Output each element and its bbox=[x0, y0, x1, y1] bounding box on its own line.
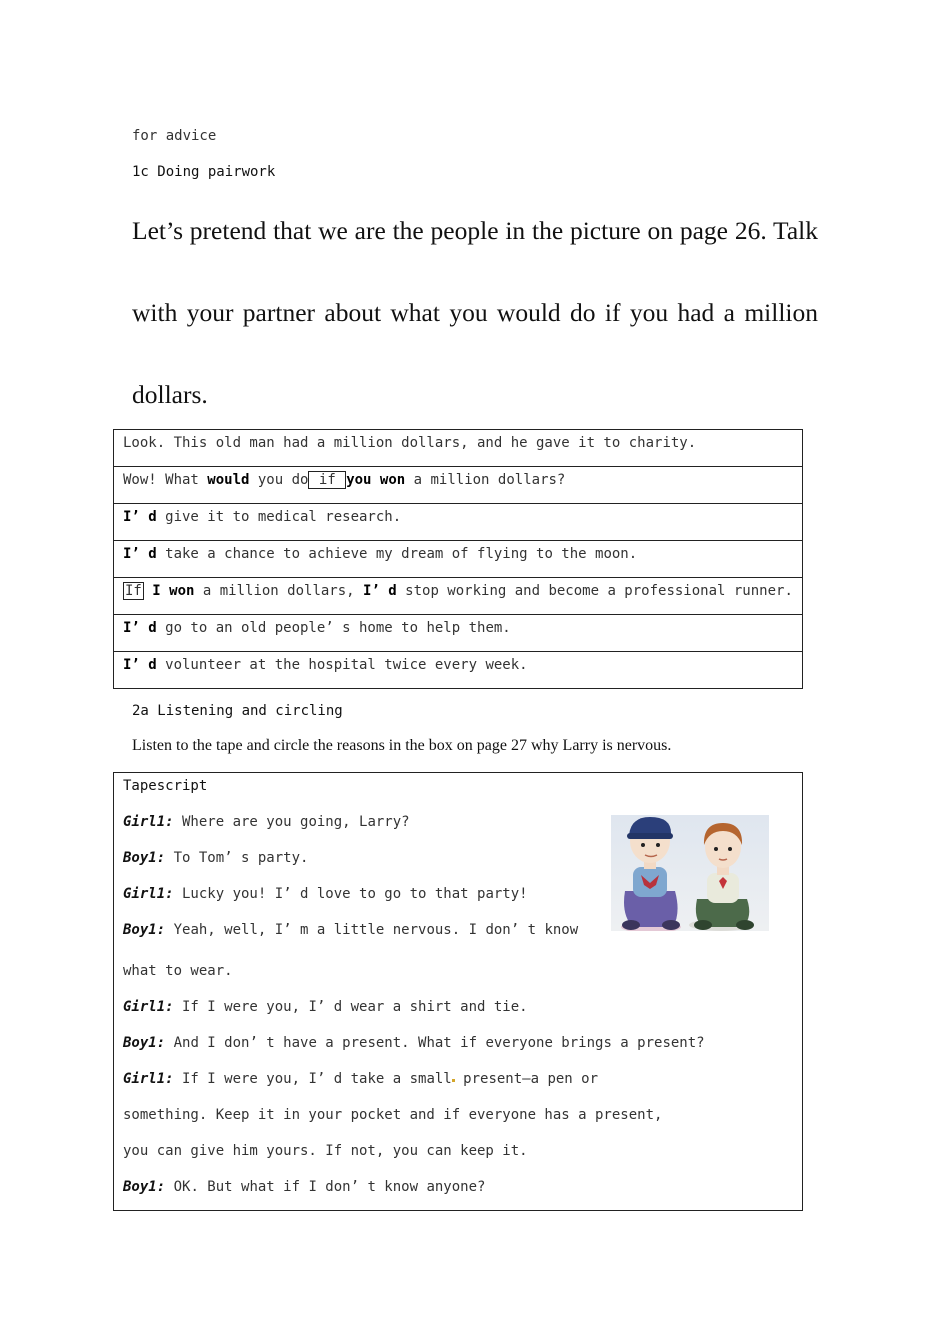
line-text: And I don’ t have a present. What if everyone brings a present? bbox=[165, 1035, 705, 1051]
bold-word: I’ d bbox=[123, 657, 157, 673]
dialogue-line bbox=[123, 1035, 705, 1051]
table-cell bbox=[114, 615, 803, 652]
row-text: Look. This old man had a million dollars, and he gave it to charity. bbox=[123, 435, 697, 451]
line-text: Yeah, well, I’ m a little nervous. I don’ t know bbox=[165, 922, 579, 938]
dialogue-line bbox=[123, 963, 233, 979]
row-text: volunteer at the hospital twice every week. bbox=[156, 657, 528, 673]
row-text: a million dollars? bbox=[405, 472, 566, 488]
bold-word: you won bbox=[346, 472, 406, 488]
row-text: give it to medical research. bbox=[156, 509, 402, 525]
table-row bbox=[114, 615, 803, 652]
boxed-word: if bbox=[310, 472, 345, 488]
bold-word: I’ d bbox=[123, 620, 157, 636]
bold-word: would bbox=[207, 472, 250, 488]
table-cell bbox=[114, 652, 803, 689]
table-row bbox=[114, 541, 803, 578]
speaker-label: Girl1: bbox=[123, 1071, 174, 1087]
speaker-label: Boy1: bbox=[123, 1035, 166, 1051]
bold-word: I’ d bbox=[123, 546, 157, 562]
pairwork-table bbox=[113, 429, 803, 689]
section-1c-heading: 1c Doing pairwork bbox=[132, 164, 276, 180]
table-cell bbox=[114, 541, 803, 578]
speaker-label: Boy1: bbox=[123, 1179, 166, 1195]
bold-word: I won bbox=[143, 583, 195, 599]
boxed-word: If bbox=[125, 583, 142, 599]
dialogue-line bbox=[123, 886, 528, 902]
row-text: stop working and become a professional runner. bbox=[396, 583, 793, 599]
two-figurines-picture bbox=[611, 815, 769, 931]
speaker-label: Girl1: bbox=[123, 999, 174, 1015]
dialogue-line bbox=[123, 850, 308, 866]
dialogue-line bbox=[123, 1107, 662, 1123]
dialogue-line bbox=[123, 999, 528, 1015]
section-2a-heading: 2a Listening and circling bbox=[132, 703, 343, 719]
line-text: what to wear. bbox=[123, 963, 233, 979]
bold-word: I’ d bbox=[363, 583, 397, 599]
table-row bbox=[114, 504, 803, 541]
line-text: Lucky you! I’ d love to go to that party! bbox=[173, 886, 528, 902]
speaker-label: Girl1: bbox=[123, 814, 174, 830]
section-1c-instruction: Let’s pretend that we are the people in the picture on page 26. Talk with your partner about what you would do if you had a million dollars. bbox=[132, 216, 818, 409]
section-2a-instruction: Listen to the tape and circle the reasons in the box on page 27 why Larry is nervous. bbox=[132, 737, 672, 754]
girl-figurine bbox=[694, 823, 754, 930]
table-cell bbox=[114, 430, 803, 467]
table-row bbox=[114, 652, 803, 689]
dialogue-line bbox=[123, 814, 410, 830]
speaker-label: Girl1: bbox=[123, 886, 174, 902]
table-cell bbox=[114, 467, 803, 504]
line-text: OK. But what if I don’ t know anyone? bbox=[165, 1179, 486, 1195]
speaker-label: Boy1: bbox=[123, 850, 166, 866]
table-cell bbox=[114, 578, 803, 615]
table-row bbox=[114, 430, 803, 467]
dialogue-line bbox=[123, 1143, 528, 1159]
speaker-label: Boy1: bbox=[123, 922, 166, 938]
line-text: you can give him yours. If not, you can keep it. bbox=[123, 1143, 528, 1159]
intro-text: for advice bbox=[132, 128, 217, 144]
row-text: go to an old people’ s home to help them. bbox=[156, 620, 511, 636]
row-text: a million dollars, bbox=[194, 583, 364, 599]
tapescript-box bbox=[113, 772, 803, 1211]
figurines-illustration bbox=[611, 815, 769, 931]
table-row bbox=[114, 467, 803, 504]
line-text: If I were you, I’ d wear a shirt and tie. bbox=[173, 999, 528, 1015]
line-text: Where are you going, Larry? bbox=[173, 814, 410, 830]
dialogue-line bbox=[123, 922, 578, 938]
bold-word: I’ d bbox=[123, 509, 157, 525]
dialogue-line bbox=[123, 1179, 485, 1195]
row-text: take a chance to achieve my dream of flying to the moon. bbox=[156, 546, 638, 562]
line-text: To Tom’ s party. bbox=[165, 850, 309, 866]
row-text: you do bbox=[249, 472, 309, 488]
line-text: If I were you, I’ d take a small bbox=[173, 1071, 452, 1087]
table-row bbox=[114, 578, 803, 615]
line-text: present—a pen or bbox=[454, 1071, 599, 1087]
boy-figurine bbox=[622, 817, 680, 930]
row-text: Wow! What bbox=[123, 472, 208, 488]
tapescript-title: Tapescript bbox=[123, 778, 208, 794]
dialogue-line bbox=[123, 1071, 598, 1087]
line-text: something. Keep it in your pocket and if everyone has a present, bbox=[123, 1107, 663, 1123]
table-cell bbox=[114, 504, 803, 541]
